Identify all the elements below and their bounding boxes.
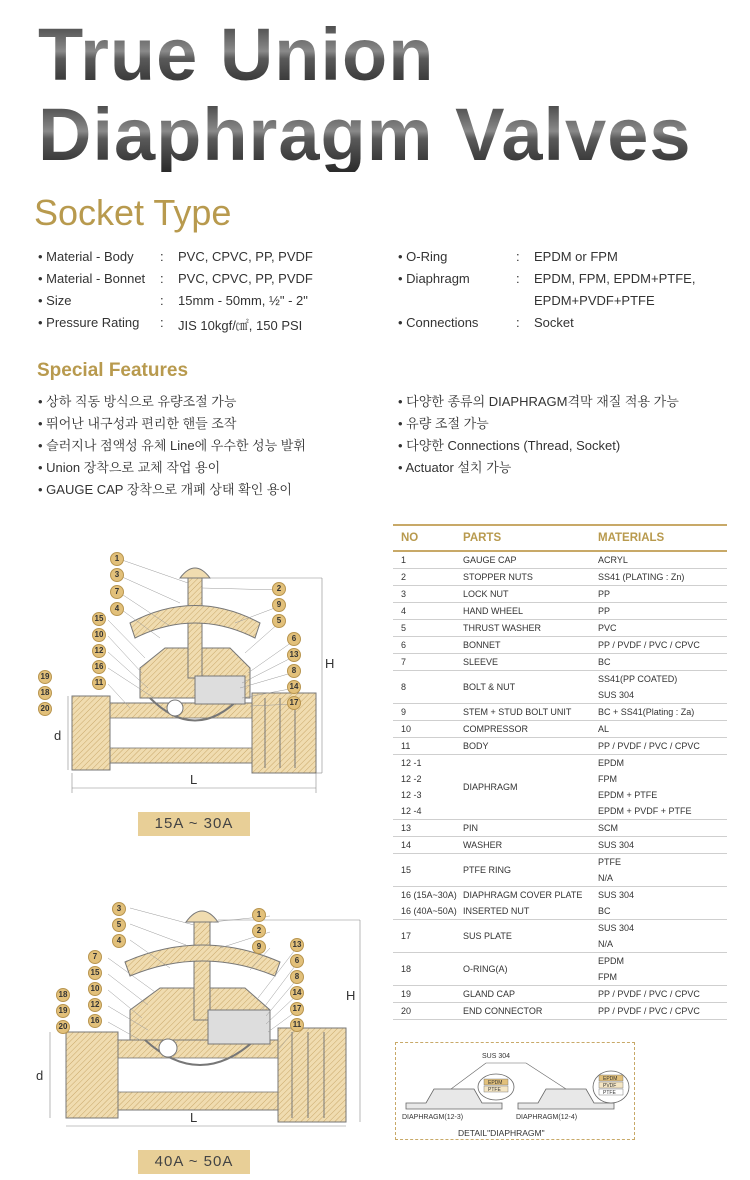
layer-label: PVDF xyxy=(603,1083,617,1089)
spec-row xyxy=(38,271,368,287)
table-row xyxy=(393,854,727,887)
table-row xyxy=(393,569,727,586)
parts-table-body xyxy=(393,551,727,1020)
table-row xyxy=(393,704,727,721)
dim-l-label: L xyxy=(190,1110,198,1125)
cell-material-text: PP / PVDF / PVC / CPVC xyxy=(598,640,700,650)
cell-no-text: 17 xyxy=(401,931,412,941)
callout-badge: 12 xyxy=(88,998,102,1012)
callout-badge: 18 xyxy=(38,686,52,700)
feature-item: • 다양한 Connections (Thread, Socket) xyxy=(398,438,621,453)
spec-value: EPDM or FPM xyxy=(534,249,618,264)
cell-material xyxy=(598,603,727,620)
cell-no-text: 11 xyxy=(401,741,411,751)
parts-table xyxy=(393,524,727,1020)
cell-part xyxy=(463,837,598,854)
spec-value: 15mm - 50mm, ½" - 2" xyxy=(178,293,308,308)
table-row xyxy=(393,721,727,738)
cell-no xyxy=(393,986,463,1003)
table-row xyxy=(393,755,727,820)
cell-no-text: 12 -4 xyxy=(401,806,422,816)
spec-value: PVC, CPVC, PP, PVDF xyxy=(178,271,313,286)
cell-part xyxy=(463,569,598,586)
cell-no-text: 12 -2 xyxy=(401,774,422,784)
cell-part xyxy=(463,986,598,1003)
spec-label: • Pressure Rating xyxy=(38,315,140,330)
spec-colon: : xyxy=(516,315,520,330)
table-row xyxy=(393,637,727,654)
cell-material-text: EPDM xyxy=(598,956,625,966)
cell-part-text: GAUGE CAP xyxy=(463,555,517,565)
callout-badge: 19 xyxy=(38,670,52,684)
cell-part xyxy=(463,887,598,920)
callout-badge: 6 xyxy=(287,632,301,646)
cell-no-text: 19 xyxy=(401,989,412,999)
cell-no-text: 2 xyxy=(401,572,407,582)
callout-badge: 2 xyxy=(252,924,266,938)
cell-material xyxy=(598,986,727,1003)
table-row xyxy=(393,620,727,637)
cell-no xyxy=(393,569,463,586)
detail-diaphragm-box xyxy=(395,1042,635,1140)
cell-no-text: 1 xyxy=(401,555,407,565)
callout-badge: 17 xyxy=(290,1002,304,1016)
cell-no xyxy=(393,820,463,837)
table-row xyxy=(393,603,727,620)
cell-material xyxy=(598,837,727,854)
cell-no-text: 14 xyxy=(401,840,412,850)
table-row xyxy=(393,920,727,953)
cell-material-text: N/A xyxy=(598,939,614,949)
spec-value: JIS 10kgf/㎠, 150 PSI xyxy=(178,318,303,333)
cell-material-text: SS41 (PLATING : Zn) xyxy=(598,572,685,582)
spec-value-2: EPDM+PVDF+PTFE xyxy=(534,293,655,308)
cell-material-text: PP xyxy=(598,606,611,616)
cell-part-text: END CONNECTOR xyxy=(463,1006,543,1016)
caption-large: 40A ~ 50A xyxy=(138,1150,250,1174)
spec-label: • Size xyxy=(38,293,72,308)
table-row xyxy=(393,654,727,671)
dim-h-label: H xyxy=(325,656,335,671)
callout-badge: 19 xyxy=(56,1004,70,1018)
cell-material-text: FPM xyxy=(598,774,617,784)
cell-part-text: DIAPHRAGM xyxy=(463,782,518,792)
spec-colon: : xyxy=(160,271,164,286)
cell-material-text: SUS 304 xyxy=(598,840,635,850)
header-parts: PARTS xyxy=(463,525,598,551)
cell-part xyxy=(463,755,598,820)
cell-no-text: 18 xyxy=(401,964,412,974)
callout-badge: 9 xyxy=(252,940,266,954)
cell-material xyxy=(598,721,727,738)
cell-no xyxy=(393,887,463,920)
cell-no-text: 12 -3 xyxy=(401,790,422,800)
cell-material-text: BC + SS41(Plating : Za) xyxy=(598,707,695,717)
cell-part-text: PIN xyxy=(463,823,479,833)
cell-no xyxy=(393,738,463,755)
cell-no-text: 13 xyxy=(401,823,412,833)
callout-badge: 9 xyxy=(272,598,286,612)
cell-part xyxy=(463,738,598,755)
callout-badge: 3 xyxy=(110,568,124,582)
dim-h-label: H xyxy=(346,988,356,1003)
callout-badge: 13 xyxy=(290,938,304,952)
cell-part xyxy=(463,620,598,637)
cell-part xyxy=(463,603,598,620)
callout-badge: 11 xyxy=(92,676,106,690)
feature-item: • Union 장착으로 교체 작업 용이 xyxy=(38,460,221,475)
callout-badge: 20 xyxy=(38,702,52,716)
callout-badge: 8 xyxy=(290,970,304,984)
sus-label: SUS 304 xyxy=(482,1053,511,1060)
layer-label: EPDM xyxy=(488,1080,503,1086)
cell-material xyxy=(598,1003,727,1020)
cell-no-text: 15 xyxy=(401,865,412,875)
callout-badge: 18 xyxy=(56,988,70,1002)
callout-badge: 7 xyxy=(88,950,102,964)
cell-material-text: EPDM + PVDF + PTFE xyxy=(598,806,692,816)
cell-part-text: INSERTED NUT xyxy=(463,906,530,916)
table-row xyxy=(393,953,727,986)
cell-part-text: DIAPHRAGM COVER PLATE xyxy=(463,890,583,900)
layer-label: PTFE xyxy=(488,1087,501,1093)
cell-material-text: PP / PVDF / PVC / CPVC xyxy=(598,741,700,751)
cell-material xyxy=(598,854,727,887)
title-line-2: Diaphragm Valves xyxy=(38,93,692,176)
cell-part xyxy=(463,704,598,721)
spec-row xyxy=(38,293,368,309)
table-row xyxy=(393,671,727,704)
dim-d-label: d xyxy=(36,1068,44,1083)
cell-no-text: 9 xyxy=(401,707,407,717)
detail-left-label: DIAPHRAGM(12-3) xyxy=(402,1114,464,1121)
cell-part xyxy=(463,586,598,603)
cell-no xyxy=(393,854,463,887)
spec-value: EPDM, FPM, EPDM+PTFE, xyxy=(534,271,696,286)
callout-badge: 20 xyxy=(56,1020,70,1034)
cell-part xyxy=(463,721,598,738)
cell-material-text: SUS 304 xyxy=(598,890,635,900)
cell-material-text: BC xyxy=(598,906,611,916)
valve-drawing-small xyxy=(30,548,360,808)
callout-badge: 4 xyxy=(112,934,126,948)
table-row xyxy=(393,586,727,603)
callout-badge: 11 xyxy=(290,1018,304,1032)
table-row xyxy=(393,986,727,1003)
spec-label: • Diaphragm xyxy=(398,271,470,286)
cell-material-text: BC xyxy=(598,657,611,667)
callout-badge: 5 xyxy=(272,614,286,628)
cell-material xyxy=(598,820,727,837)
spec-value: PVC, CPVC, PP, PVDF xyxy=(178,249,313,264)
cell-material xyxy=(598,887,727,920)
feature-item: • 뛰어난 내구성과 편리한 핸들 조작 xyxy=(38,416,237,431)
cell-no xyxy=(393,671,463,704)
cell-part-text: LOCK NUT xyxy=(463,589,509,599)
callout-badge: 16 xyxy=(88,1014,102,1028)
title-line-1: True Union xyxy=(38,13,435,96)
cell-material-text: PP / PVDF / PVC / CPVC xyxy=(598,1006,700,1016)
cell-part xyxy=(463,953,598,986)
spec-value: Socket xyxy=(534,315,574,330)
callout-badge: 17 xyxy=(287,696,301,710)
subtitle: Socket Type xyxy=(34,192,232,233)
cell-material xyxy=(598,569,727,586)
callout-badge: 3 xyxy=(112,902,126,916)
cell-no xyxy=(393,920,463,953)
cell-no-text: 5 xyxy=(401,623,407,633)
table-header-row xyxy=(393,525,727,551)
header-no: NO xyxy=(393,525,463,551)
feature-item: • GAUGE CAP 장착으로 개폐 상태 확인 용이 xyxy=(38,482,292,497)
cell-material-text: PTFE xyxy=(598,857,622,867)
spec-row xyxy=(38,315,368,331)
callout-badge: 4 xyxy=(110,602,124,616)
spec-row xyxy=(398,249,718,265)
cell-part xyxy=(463,820,598,837)
cell-part-text: O-RING(A) xyxy=(463,964,508,974)
cell-material xyxy=(598,654,727,671)
table-row xyxy=(393,887,727,920)
cell-material xyxy=(598,953,727,986)
callout-badge: 5 xyxy=(112,918,126,932)
cell-part-text: WASHER xyxy=(463,840,503,850)
cell-no-text: 20 xyxy=(401,1006,412,1016)
cell-no-text: 16 (40A~50A) xyxy=(401,906,457,916)
cell-material xyxy=(598,738,727,755)
spec-row xyxy=(398,271,718,309)
table-row xyxy=(393,551,727,569)
spec-colon: : xyxy=(516,249,520,264)
detail-title: DETAIL"DIAPHRAGM" xyxy=(458,1128,545,1138)
cell-material-text: EPDM + PTFE xyxy=(598,790,658,800)
cell-no xyxy=(393,586,463,603)
valve-diagram-small xyxy=(30,548,360,808)
callout-badge: 10 xyxy=(92,628,106,642)
cell-part-text: SLEEVE xyxy=(463,657,499,667)
spec-label: • Material - Body xyxy=(38,249,134,264)
cell-no xyxy=(393,755,463,820)
cell-no-text: 10 xyxy=(401,724,412,734)
cell-no-text: 4 xyxy=(401,606,407,616)
table-row xyxy=(393,820,727,837)
callout-badge: 1 xyxy=(252,908,266,922)
callout-badge: 16 xyxy=(92,660,106,674)
cell-part-text: COMPRESSOR xyxy=(463,724,529,734)
callout-badge: 15 xyxy=(88,966,102,980)
spec-colon: : xyxy=(160,315,164,330)
callout-badge: 7 xyxy=(110,585,124,599)
cell-material-text: PP / PVDF / PVC / CPVC xyxy=(598,989,700,999)
callout-badge: 14 xyxy=(290,986,304,1000)
cell-no xyxy=(393,1003,463,1020)
cell-material xyxy=(598,586,727,603)
cell-material-text: PVC xyxy=(598,623,617,633)
valve-drawing-large xyxy=(30,900,370,1140)
cell-no xyxy=(393,953,463,986)
cell-part xyxy=(463,1003,598,1020)
cell-no xyxy=(393,721,463,738)
cell-material-text: SS41(PP COATED) xyxy=(598,674,678,684)
callout-badge: 15 xyxy=(92,612,106,626)
layer-label: PTFE xyxy=(603,1090,616,1096)
callout-badge: 8 xyxy=(287,664,301,678)
cell-material-text: N/A xyxy=(598,873,614,883)
cell-part xyxy=(463,654,598,671)
cell-material-text: SCM xyxy=(598,823,618,833)
cell-part xyxy=(463,920,598,953)
dim-d-label: d xyxy=(54,728,62,743)
spec-row xyxy=(398,315,718,331)
cell-no xyxy=(393,837,463,854)
cell-no-text: 6 xyxy=(401,640,407,650)
table-row xyxy=(393,1003,727,1020)
cell-material-text: SUS 304 xyxy=(598,690,635,700)
callout-badge: 2 xyxy=(272,582,286,596)
cell-part xyxy=(463,551,598,569)
cell-no-text: 16 (15A~30A) xyxy=(401,890,457,900)
cell-no-text: 7 xyxy=(401,657,407,667)
cell-part-text: GLAND CAP xyxy=(463,989,516,999)
spec-label: • O-Ring xyxy=(398,249,448,264)
cell-no-text: 8 xyxy=(401,682,407,692)
spec-row xyxy=(38,249,368,265)
feature-item: • 상하 직동 방식으로 유량조절 가능 xyxy=(38,394,237,409)
feature-item: • 다양한 종류의 DIAPHRAGM격막 재질 적용 가능 xyxy=(398,394,679,409)
cell-material-text: ACRYL xyxy=(598,555,628,565)
header-materials: MATERIALS xyxy=(598,525,727,551)
cell-part-text: SUS PLATE xyxy=(463,931,512,941)
cell-part-text: PTFE RING xyxy=(463,865,512,875)
cell-material xyxy=(598,637,727,654)
cell-part-text: STEM + STUD BOLT UNIT xyxy=(463,707,572,717)
callout-badge: 13 xyxy=(287,648,301,662)
cell-material-text: SUS 304 xyxy=(598,923,635,933)
callout-badge: 1 xyxy=(110,552,124,566)
cell-part-text: HAND WHEEL xyxy=(463,606,524,616)
spec-colon: : xyxy=(516,271,520,286)
callout-badge: 10 xyxy=(88,982,102,996)
cell-part xyxy=(463,637,598,654)
cell-part-text: BONNET xyxy=(463,640,501,650)
layer-label: EPDM xyxy=(603,1076,618,1082)
cell-part-text: BODY xyxy=(463,741,489,751)
cell-material-text: FPM xyxy=(598,972,617,982)
feature-item: • Actuator 설치 가능 xyxy=(398,460,512,475)
cell-no xyxy=(393,704,463,721)
cell-no xyxy=(393,603,463,620)
detail-right-label: DIAPHRAGM(12-4) xyxy=(516,1114,578,1121)
cell-part xyxy=(463,854,598,887)
cell-material-text: PP xyxy=(598,589,611,599)
cell-material xyxy=(598,551,727,569)
feature-item: • 유량 조절 가능 xyxy=(398,416,489,431)
caption-small: 15A ~ 30A xyxy=(138,812,250,836)
cell-material xyxy=(598,671,727,704)
cell-no-text: 12 -1 xyxy=(401,758,422,768)
cell-material-text: EPDM xyxy=(598,758,625,768)
callout-badge: 12 xyxy=(92,644,106,658)
spec-colon: : xyxy=(160,293,164,308)
spec-colon: : xyxy=(160,249,164,264)
cell-part-text: THRUST WASHER xyxy=(463,623,542,633)
callout-badge: 14 xyxy=(287,680,301,694)
spec-label: • Connections xyxy=(398,315,479,330)
table-row xyxy=(393,837,727,854)
cell-part-text: STOPPER NUTS xyxy=(463,572,533,582)
cell-no xyxy=(393,551,463,569)
cell-no-text: 3 xyxy=(401,589,407,599)
cell-material xyxy=(598,755,727,820)
table-row xyxy=(393,738,727,755)
cell-part xyxy=(463,671,598,704)
cell-no xyxy=(393,620,463,637)
cell-part-text: BOLT & NUT xyxy=(463,682,516,692)
cell-material xyxy=(598,620,727,637)
valve-diagram-large xyxy=(30,900,370,1140)
callout-badge: 6 xyxy=(290,954,304,968)
detail-diaphragm-drawing xyxy=(396,1043,636,1141)
feature-item: • 슬러지나 점액성 유체 Line에 우수한 성능 발휘 xyxy=(38,438,306,453)
cell-material-text: AL xyxy=(598,724,610,734)
features-title: Special Features xyxy=(37,360,189,381)
spec-label: • Material - Bonnet xyxy=(38,271,146,286)
cell-material xyxy=(598,704,727,721)
dim-l-label: L xyxy=(190,772,198,787)
cell-material xyxy=(598,920,727,953)
cell-no xyxy=(393,654,463,671)
cell-no xyxy=(393,637,463,654)
